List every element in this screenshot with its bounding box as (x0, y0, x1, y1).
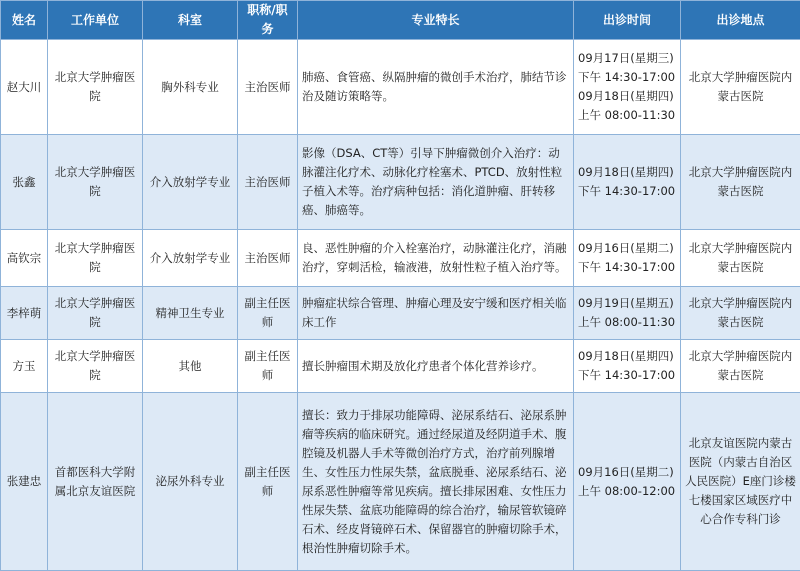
work-unit: 北京大学肿瘤医院 (48, 230, 143, 287)
table-row (1, 340, 800, 393)
header-unit: 工作单位 (48, 1, 143, 40)
time-line: 09月18日(星期四) (578, 87, 676, 106)
header-location: 出诊地点 (681, 1, 800, 40)
department: 精神卫生专业 (143, 287, 238, 340)
header-name: 姓名 (1, 1, 48, 40)
time-line: 上午 08:00-12:00 (578, 482, 676, 501)
doctor-name: 高钦宗 (1, 230, 48, 287)
time-line: 09月18日(星期四) (578, 163, 676, 182)
specialty: 肿瘤症状综合管理、肿瘤心理及安宁缓和医疗相关临床工作 (298, 287, 574, 340)
doctor-name: 赵大川 (1, 40, 48, 135)
department: 介入放射学专业 (143, 230, 238, 287)
clinic-time (574, 230, 681, 287)
department: 介入放射学专业 (143, 135, 238, 230)
table-row (1, 393, 800, 571)
header-time: 出诊时间 (574, 1, 681, 40)
job-title: 主治医师 (238, 230, 298, 287)
table-row (1, 135, 800, 230)
table-row (1, 40, 800, 135)
time-line: 上午 08:00-11:30 (578, 106, 676, 125)
header-specialty: 专业特长 (298, 1, 574, 40)
clinic-location: 北京友谊医院内蒙古医院（内蒙古自治区人民医院）E座门诊楼七楼国家区域医疗中心合作专科门诊 (681, 393, 800, 571)
time-line: 09月16日(星期二) (578, 239, 676, 258)
doctor-name: 张鑫 (1, 135, 48, 230)
department: 其他 (143, 340, 238, 393)
department: 泌尿外科专业 (143, 393, 238, 571)
clinic-location: 北京大学肿瘤医院内蒙古医院 (681, 340, 800, 393)
time-line: 下午 14:30-17:00 (578, 258, 676, 277)
clinic-time (574, 287, 681, 340)
time-line: 下午 14:30-17:00 (578, 68, 676, 87)
specialty: 擅长肿瘤围术期及放化疗患者个体化营养诊疗。 (298, 340, 574, 393)
time-line: 09月19日(星期五) (578, 294, 676, 313)
time-line: 09月17日(星期三) (578, 49, 676, 68)
time-line: 下午 14:30-17:00 (578, 366, 676, 385)
clinic-location: 北京大学肿瘤医院内蒙古医院 (681, 135, 800, 230)
clinic-time (574, 393, 681, 571)
work-unit: 北京大学肿瘤医院 (48, 40, 143, 135)
doctor-name: 李梓萌 (1, 287, 48, 340)
job-title: 副主任医师 (238, 393, 298, 571)
clinic-time (574, 340, 681, 393)
department: 胸外科专业 (143, 40, 238, 135)
clinic-location: 北京大学肿瘤医院内蒙古医院 (681, 287, 800, 340)
table-row (1, 230, 800, 287)
clinic-location: 北京大学肿瘤医院内蒙古医院 (681, 230, 800, 287)
time-line: 上午 08:00-11:30 (578, 313, 676, 332)
clinic-time (574, 135, 681, 230)
specialty: 良、恶性肿瘤的介入栓塞治疗，动脉灌注化疗，消融治疗，穿刺活检，输液港，放射性粒子植入治疗等。 (298, 230, 574, 287)
work-unit: 首都医科大学附属北京友谊医院 (48, 393, 143, 571)
time-line: 09月16日(星期二) (578, 463, 676, 482)
job-title: 主治医师 (238, 40, 298, 135)
work-unit: 北京大学肿瘤医院 (48, 340, 143, 393)
header-dept: 科室 (143, 1, 238, 40)
header-title: 职称/职务 (238, 1, 298, 40)
table-row (1, 287, 800, 340)
work-unit: 北京大学肿瘤医院 (48, 287, 143, 340)
specialty: 擅长：致力于排尿功能障碍、泌尿系结石、泌尿系肿瘤等疾病的临床研究。通过经尿道及经阴道手术、腹腔镜及机器人手术等微创治疗方式，治疗前列腺增生、女性压力性尿失禁，盆底脱垂、泌尿系结石、泌尿系恶性肿瘤等常见疾病。擅长排尿困难、女性压力性尿失禁、盆底功能障碍的综合治疗，输尿管软镜碎石术、经皮肾镜碎石术、保留器官的肿瘤切除手术，根治性肿瘤切除手术。 (298, 393, 574, 571)
specialty: 肺癌、食管癌、纵隔肿瘤的微创手术治疗，肺结节诊治及随访策略等。 (298, 40, 574, 135)
job-title: 副主任医师 (238, 287, 298, 340)
doctor-name: 张建忠 (1, 393, 48, 571)
clinic-time (574, 40, 681, 135)
job-title: 主治医师 (238, 135, 298, 230)
specialty: 影像（DSA、CT等）引导下肿瘤微创介入治疗：动脉灌注化疗术、动脉化疗栓塞术、PTCD、放射性粒子植入术等。治疗病种包括：消化道肿瘤、肝转移癌、肺癌等。 (298, 135, 574, 230)
doctor-name: 方玉 (1, 340, 48, 393)
time-line: 下午 14:30-17:00 (578, 182, 676, 201)
clinic-location: 北京大学肿瘤医院内蒙古医院 (681, 40, 800, 135)
work-unit: 北京大学肿瘤医院 (48, 135, 143, 230)
time-line: 09月18日(星期四) (578, 347, 676, 366)
job-title: 副主任医师 (238, 340, 298, 393)
header-row (1, 1, 800, 40)
